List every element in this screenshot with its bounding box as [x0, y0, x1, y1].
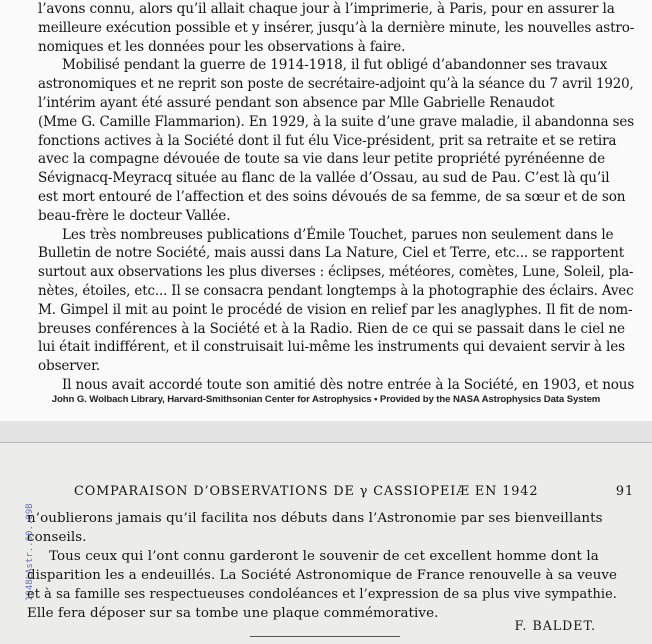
text-line: meilleure exécution possible et y insérer, jusqu’à la dernière minute, les nouvelles astro- — [38, 19, 635, 36]
paragraph — [27, 510, 617, 548]
closing-rule — [250, 636, 400, 637]
text-line: Les très nombreuses publications d’Émile Touchet, parues non seulement dans le — [62, 226, 614, 243]
text-line: est mort entouré de l’affection et des soins dévoués de sa femme, de sa sœur et de son — [38, 188, 626, 205]
text-line: breuses conférences à la Société et à la Radio. Rien de ce qui se passait dans le ciel ne — [38, 320, 625, 337]
text-line: avec la compagne dévouée de toute sa vie dans leur petite propriété pyrénéenne de — [38, 151, 605, 168]
text-line: fonctions actives à la Société dont il fut élu Vice-président, prit sa retraite et se retira — [38, 132, 617, 149]
text-line: astronomiques et ne reprit son poste de secrétaire-adjoint qu’à la séance du 7 avril 1920, — [38, 76, 634, 93]
text-line: beau-frère le docteur Vallée. — [38, 207, 231, 224]
text-line: nomiques et les données pour les observations à faire. — [38, 38, 406, 55]
lower-page-body — [27, 510, 617, 623]
paragraph — [38, 56, 634, 225]
bibcode-stamp: 1948LAstr..60..89B — [25, 503, 35, 601]
text-line: l’intérim ayant été assuré pendant son absence par Mlle Gabrielle Renaudot — [38, 94, 555, 111]
text-line: et à sa famille ses respectueuses condoléances et l’expression de sa plus vive sympathie. — [27, 586, 617, 602]
text-line: observer. — [38, 358, 101, 375]
text-line: disparition les a endeuillés. La Société Astronomique de France renouvelle à sa veuve — [27, 567, 617, 583]
running-header — [74, 484, 634, 502]
text-line: Elle fera déposer sur sa tombe une plaque commémorative. — [27, 605, 439, 621]
text-line: conseils. — [27, 529, 87, 545]
running-header-title: COMPARAISON D’OBSERVATIONS DE γ CASSIOPEIÆ EN 1942 — [74, 484, 539, 499]
paragraph — [38, 226, 634, 376]
page-number: 91 — [615, 484, 634, 499]
text-line: l’avons connu, alors qu’il allait chaque jour à l’imprimerie, à Paris, pour en assurer la — [38, 1, 615, 17]
text-line: Sévignacq-Meyracq située au flanc de la vallée d’Ossau, au sud de Pau. C’est là qu’il — [38, 170, 610, 187]
text-line: Il nous avait accordé toute son amitié dès notre entrée à la Société, en 1903, et nous — [61, 376, 635, 393]
text-line: Mobilisé pendant la guerre de 1914-1918, il fut obligé d’abandonner ses travaux — [62, 57, 608, 74]
page-separator — [0, 421, 652, 442]
library-credit-line: John G. Wolbach Library, Harvard-Smithsonian Center for Astrophysics • Provided by the NASA Astrophysics Data System — [51, 394, 601, 405]
text-line: Tous ceux qui l’ont connu garderont le souvenir de cet excellent homme dont la — [49, 548, 599, 564]
paragraph — [38, 376, 634, 395]
paragraph — [27, 548, 617, 624]
text-line: surtout aux observations les plus diverses : éclipses, météores, comètes, Lune, Soleil, pla- — [38, 264, 634, 281]
author-signature: F. BALDET. — [514, 618, 596, 633]
text-line: (Mme G. Camille Flammarion). En 1929, à la suite d’une grave maladie, il abandonna ses — [38, 113, 634, 130]
text-line: nètes, étoiles, etc... Il se consacra pendant longtemps à la photographie des éclairs. Avec — [38, 282, 634, 299]
text-line: lui était indifférent, et il construisait lui-même les instruments qui devaient servir à les — [38, 339, 625, 356]
paragraph — [38, 0, 634, 56]
text-line: n’oublierons jamais qu’il facilita nos débuts dans l’Astronomie par ses bienveillants — [27, 511, 603, 526]
text-line: M. Gimpel il mit au point le procédé de vision en relief par les anaglyphes. Il fit de nom- — [38, 301, 633, 318]
upper-page-body — [38, 0, 634, 395]
text-line: Bulletin de notre Société, mais aussi dans La Nature, Ciel et Terre, etc... se rapportent — [38, 245, 625, 262]
